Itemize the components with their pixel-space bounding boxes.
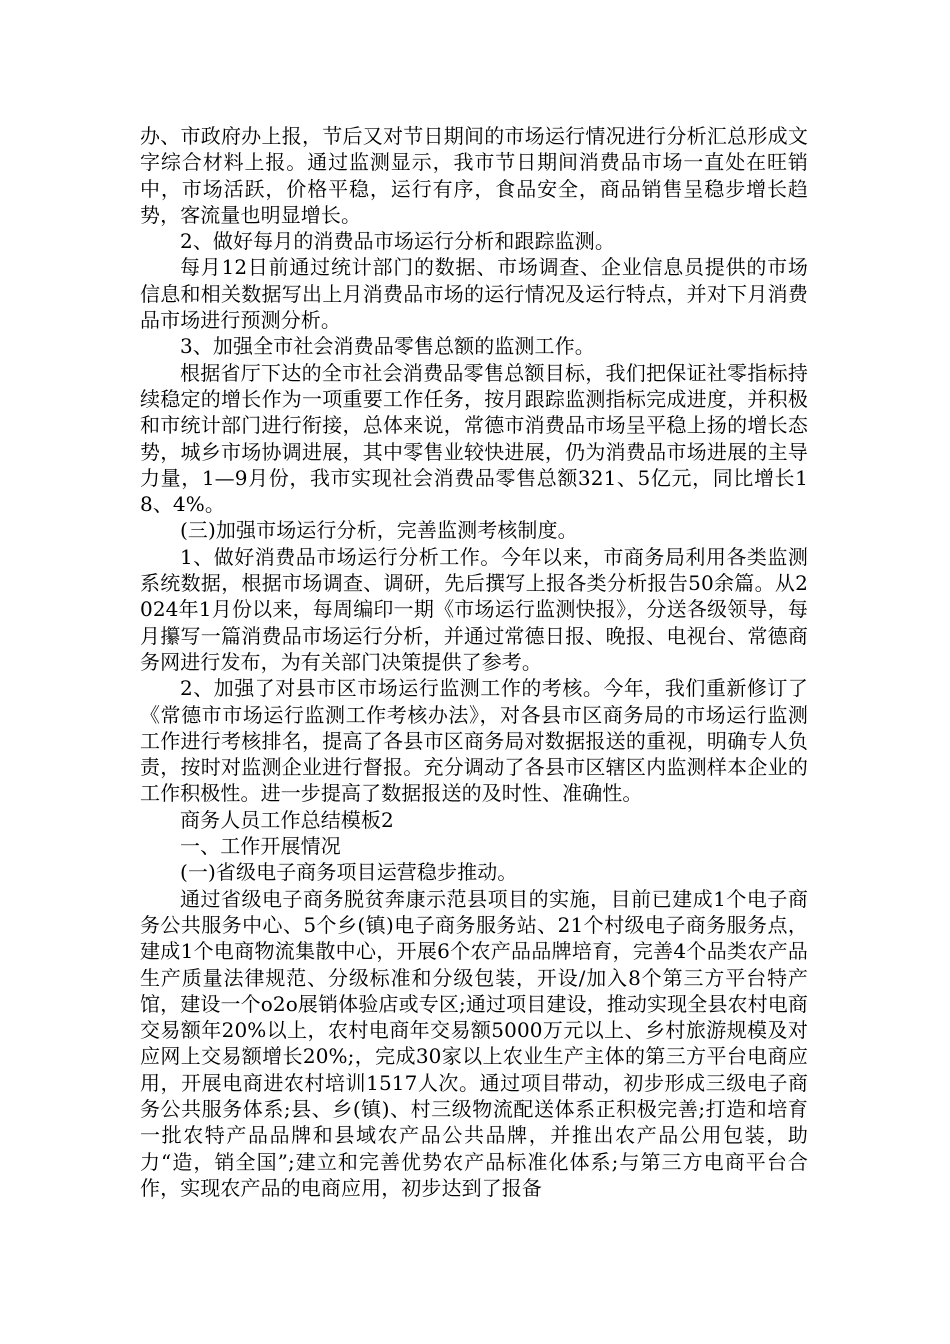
document-title: 商务人员工作总结模板2 bbox=[180, 807, 394, 832]
paragraph: 通过省级电子商务脱贫奔康示范县项目的实施，目前已建成1个电子商务公共服务中心、5个乡(镇)电子商务服务站、21个村级电子商务服务点，建成1个电商物流集散中心，开展6个农产品品牌培育，完善4个品类农产品生产质量法律规范、分级标准和分级包装，开设/加入8个第三方平台特产馆，建设一个o2o展销体验店或专区;通过项目建设，推动实现全县农村电商交易额年20%以上，农村电商年交易额5000万元以上、乡村旅游规模及对应网上交易额增长20%;，完成30家以上农业生产主体的第三方平台电商应用，开展电商进农村培训1517人次。通过项目带动，初步形成三级电子商务公共服务体系;县、乡(镇)、村三级物流配送体系正积极完善;打造和培育一批农特产品品牌和县域农产品公共品牌，并推出农产品公用包装，助力“造，销全国”;建立和完善优势农产品标准化体系;与第三方电商平台合作，实现农产品的电商应用，初步达到了报备 bbox=[140, 886, 808, 1200]
paragraph: 2、做好每月的消费品市场运行分析和跟踪监测。 bbox=[180, 229, 615, 254]
section-heading: 一、工作开展情况 bbox=[180, 834, 341, 859]
paragraph: 1、做好消费品市场运行分析工作。今年以来，市商务局利用各类监测系统数据，根据市场调查、调研，先后撰写上报各类分析报告50余篇。从2024年1月份以来，每周编印一期《市场运行监测快报》，分送各级领导，每月攥写一篇消费品市场运行分析，并通过常德日报、晚报、电视台、常德商务网进行发布，为有关部门决策提供了参考。 bbox=[140, 544, 808, 674]
paragraph: 每月12日前通过统计部门的数据、市场调查、企业信息员提供的市场信息和相关数据写出上月消费品市场的运行情况及运行特点，并对下月消费品市场进行预测分析。 bbox=[140, 255, 808, 333]
section-heading: (一)省级电子商务项目运营稳步推动。 bbox=[180, 860, 518, 885]
paragraph: 3、加强全市社会消费品零售总额的监测工作。 bbox=[180, 334, 595, 359]
paragraph: 办、市政府办上报，节后又对节日期间的市场运行情况进行分析汇总形成文字综合材料上报。通过监测显示，我市节日期间消费品市场一直处在旺销中，市场活跃，价格平稳，运行有序，食品安全，商品销售呈稳步增长趋势，客流量也明显增长。 bbox=[140, 124, 808, 227]
section-heading: (三)加强市场运行分析，完善监测考核制度。 bbox=[180, 518, 578, 543]
paragraph: 根据省厅下达的全市社会消费品零售总额目标，我们把保证社零指标持续稳定的增长作为一项重要工作任务，按月跟踪监测指标完成进度，并积极和市统计部门进行衔接，总体来说，常德市消费品市场呈平稳上扬的增长态势，城乡市场协调进展，其中零售业较快进展，仍为消费品市场进展的主导力量，1—9月份，我市实现社会消费品零售总额321、5亿元，同比增长18、4%。 bbox=[140, 360, 808, 517]
paragraph: 2、加强了对县市区市场运行监测工作的考核。今年，我们重新修订了《常德市市场运行监测工作考核办法》，对各县市区商务局的市场运行监测工作进行考核排名，提高了各县市区商务局对数据报送的重视，明确专人负责，按时对监测企业进行督报。充分调动了各县市区辖区内监测样本企业的工作积极性。进一步提高了数据报送的及时性、准确性。 bbox=[140, 676, 808, 806]
document-body bbox=[140, 123, 808, 1201]
